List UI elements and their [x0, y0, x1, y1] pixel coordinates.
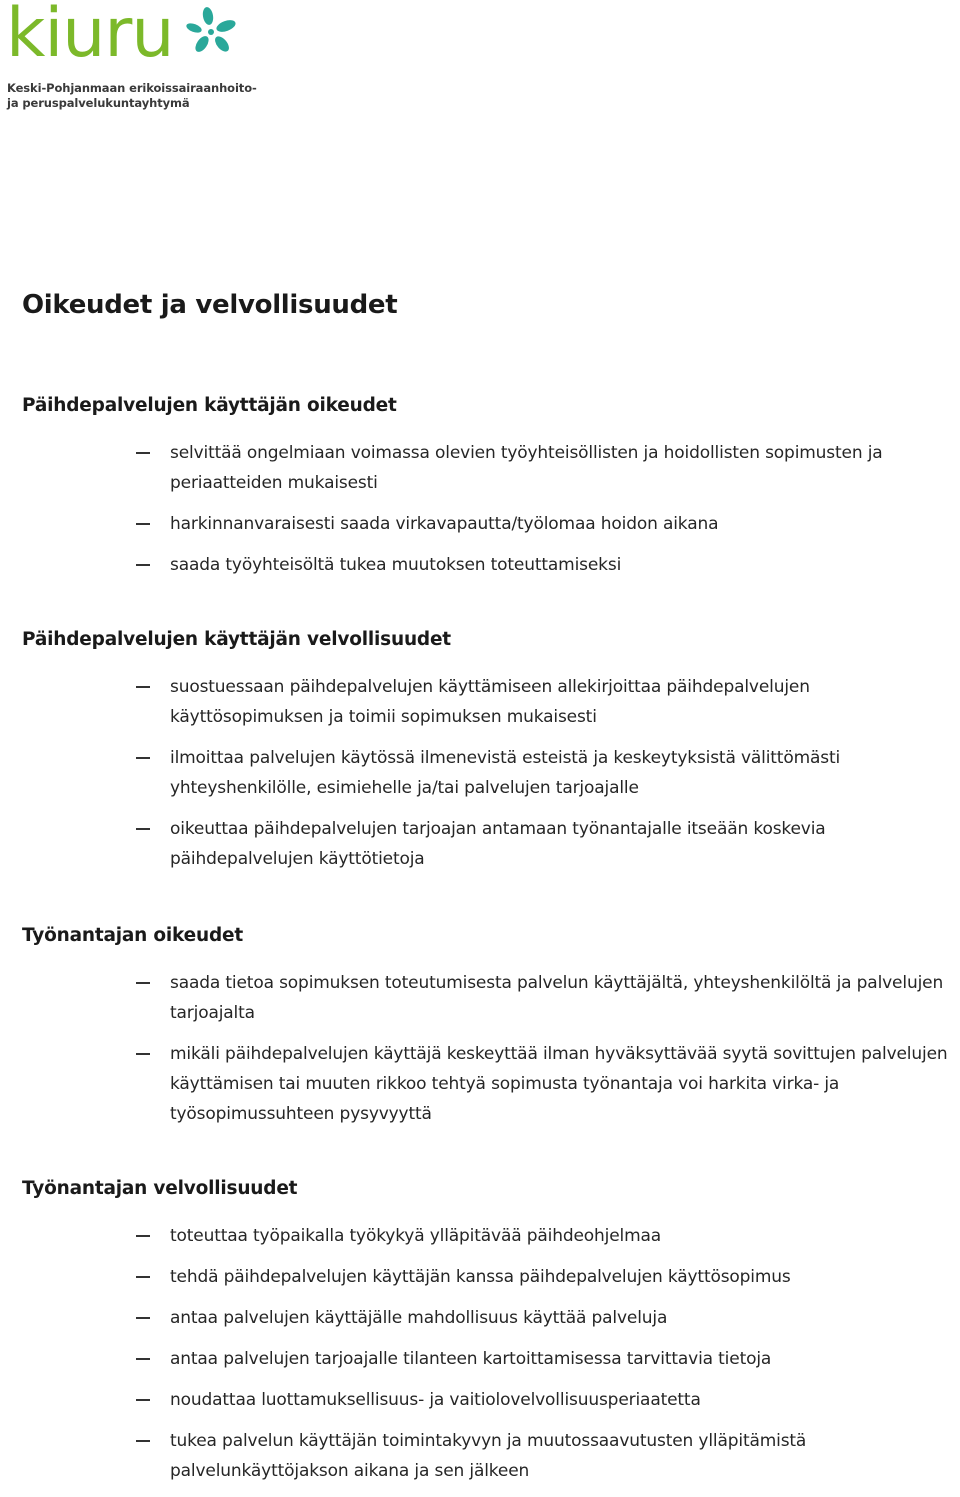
dash-bullet-icon — [136, 1358, 150, 1360]
dash-bullet-icon — [136, 686, 150, 688]
list-item-text: selvittää ongelmiaan voimassa olevien työyhteisöllisten ja hoidollisten sopimusten ja periaatteiden mukaisesti — [170, 443, 883, 493]
logo-wordmark: kiuru — [6, 0, 174, 73]
list-item — [22, 1221, 958, 1251]
dash-bullet-icon — [136, 982, 150, 984]
logo-subtitle-line: Keski-Pohjanmaan erikoissairaanhoito- — [7, 81, 257, 95]
list-item-text: saada työyhteisöltä tukea muutoksen toteuttamiseksi — [170, 555, 622, 575]
dash-bullet-icon — [136, 1440, 150, 1442]
list-item-text: mikäli päihdepalvelujen käyttäjä keskeyttää ilman hyväksyttävää syytä sovittujen palvelujen käyttämisen tai muuten rikkoo tehtyä sopimusta työnantaja voi harkita virka- ja työsopimussuhteen pysyvyyttä — [170, 1044, 948, 1124]
section-employer-obligations — [22, 1177, 958, 1497]
organization-logo — [6, 0, 257, 110]
list-item — [22, 743, 958, 803]
list-item — [22, 968, 958, 1028]
bullet-list — [22, 672, 958, 874]
list-item-text: saada tietoa sopimuksen toteutumisesta palvelun käyttäjältä, yhteyshenkilöltä ja palvelujen tarjoajalta — [170, 973, 944, 1023]
list-item-text: oikeuttaa päihdepalvelujen tarjoajan antamaan työnantajalle itseään koskevia päihdepalvelujen käyttötietoja — [170, 819, 826, 869]
section-user-rights — [22, 394, 958, 591]
list-item — [22, 509, 958, 539]
logo-subtitle-line: ja peruspalvelukuntayhtymä — [7, 96, 190, 110]
list-item — [22, 1426, 958, 1486]
list-item-text: noudattaa luottamuksellisuus- ja vaitiolovelvollisuusperiaatetta — [170, 1390, 701, 1410]
list-item-text: ilmoittaa palvelujen käytössä ilmenevistä esteistä ja keskeytyksistä välittömästi yhteyshenkilölle, esimiehelle ja/tai palvelujen tarjoajalle — [170, 748, 841, 798]
dash-bullet-icon — [136, 523, 150, 525]
bullet-list — [22, 968, 958, 1129]
page-title: Oikeudet ja velvollisuudet — [22, 290, 398, 320]
dash-bullet-icon — [136, 564, 150, 566]
list-item-text: antaa palvelujen tarjoajalle tilanteen kartoittamisessa tarvittavia tietoja — [170, 1349, 772, 1369]
bullet-list — [22, 1221, 958, 1486]
section-heading: Työnantajan oikeudet — [22, 925, 243, 946]
dash-bullet-icon — [136, 1053, 150, 1055]
list-item — [22, 438, 958, 498]
list-item-text: harkinnanvaraisesti saada virkavapautta/työlomaa hoidon aikana — [170, 514, 719, 534]
section-heading: Päihdepalvelujen käyttäjän oikeudet — [22, 395, 397, 416]
list-item-text: suostuessaan päihdepalvelujen käyttämiseen allekirjoittaa päihdepalvelujen käyttösopimuksen ja toimii sopimuksen mukaisesti — [170, 677, 810, 727]
section-heading: Työnantajan velvollisuudet — [22, 1178, 298, 1199]
list-item — [22, 672, 958, 732]
bullet-list — [22, 438, 958, 580]
list-item-text: toteuttaa työpaikalla työkykyä ylläpitävää päihdeohjelmaa — [170, 1226, 662, 1246]
list-item — [22, 1262, 958, 1292]
section-employer-rights — [22, 924, 958, 1140]
list-item — [22, 550, 958, 580]
list-item — [22, 1039, 958, 1129]
dash-bullet-icon — [136, 828, 150, 830]
list-item — [22, 1344, 958, 1374]
leaf-star-icon — [182, 6, 240, 58]
logo-subtitle — [7, 81, 257, 111]
section-heading: Päihdepalvelujen käyttäjän velvollisuudet — [22, 629, 451, 650]
dash-bullet-icon — [136, 1399, 150, 1401]
list-item-text: antaa palvelujen käyttäjälle mahdollisuus käyttää palveluja — [170, 1308, 668, 1328]
list-item-text: tukea palvelun käyttäjän toimintakyvyn ja muutossaavutusten ylläpitämistä palvelunkäyttöjakson aikana ja sen jälkeen — [170, 1431, 807, 1481]
list-item — [22, 1303, 958, 1333]
list-item-text: tehdä päihdepalvelujen käyttäjän kanssa päihdepalvelujen käyttösopimus — [170, 1267, 791, 1287]
dash-bullet-icon — [136, 1235, 150, 1237]
dash-bullet-icon — [136, 1317, 150, 1319]
dash-bullet-icon — [136, 1276, 150, 1278]
list-item — [22, 814, 958, 874]
section-user-obligations — [22, 628, 958, 885]
dash-bullet-icon — [136, 452, 150, 454]
list-item — [22, 1385, 958, 1415]
dash-bullet-icon — [136, 757, 150, 759]
